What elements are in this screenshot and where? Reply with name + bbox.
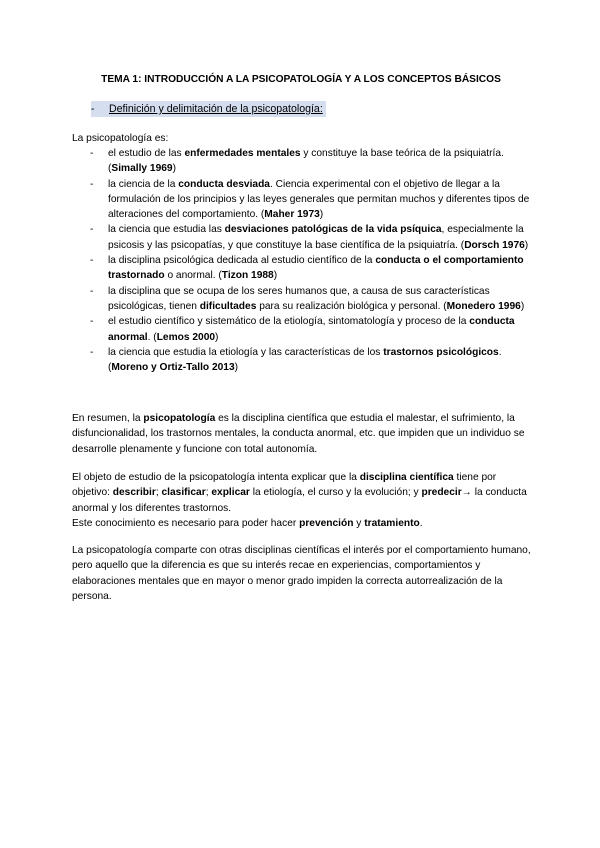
list-item: - el estudio de las enfermedades mentales y constituye la base teórica de la psiquiatría. (Simally 1969) — [72, 146, 532, 177]
object-paragraph: El objeto de estudio de la psicopatología intenta explicar que la disciplina científica tiene por objetivo: describir; clasificar; explicar la etiología, el curso y la evolución; y predecir→ la conducta anormal y los diferentes trastornos. Este conocimiento es necesario para poder hacer prevención y tratamiento. — [72, 472, 527, 529]
list-item: - la ciencia que estudia la etiología y las características de los trastornos psicológicos. (Moreno y Ortiz-Tallo 2013) — [72, 345, 532, 376]
list-item: - la disciplina psicológica dedicada al estudio científico de la conducta o el comportamiento trastornado o anormal. (Tizon 1988) — [72, 253, 532, 284]
list-item: - el estudio científico y sistemático de la etiología, sintomatología y proceso de la conducta anormal. (Lemos 2000) — [72, 314, 532, 345]
closing-paragraph: La psicopatología comparte con otras disciplinas científicas el interés por el comportamiento humano, pero aquello que la diferencia es que su interés recae en experiencias, comportamientos y elaboraciones mentales que en mayor o menor grado impiden la correcta autorrealización de la persona. — [72, 545, 531, 602]
section-heading-text: Definición y delimitación de la psicopatología: — [109, 103, 323, 115]
section-heading — [91, 101, 326, 117]
section-dash: - — [91, 103, 95, 115]
document-title: TEMA 1: INTRODUCCIÓN A LA PSICOPATOLOGÍA Y A LOS CONCEPTOS BÁSICOS — [101, 74, 501, 85]
definitions-list — [72, 146, 532, 375]
list-item: - la ciencia que estudia las desviaciones patológicas de la vida psíquica, especialmente la psicosis y las psicopatías, y que constituye la base científica de la psiquiatría. (Dorsch 1976) — [72, 222, 532, 253]
list-item: - la ciencia de la conducta desviada. Ciencia experimental con el objetivo de llegar a la formulación de los principios y las leyes generales que permitan muchos y diferentes tipos de alteraciones del comportamiento. (Maher 1973) — [72, 177, 532, 223]
list-item: - la disciplina que se ocupa de los seres humanos que, a causa de sus características psicológicas, tienen dificultades para su realización biológica y personal. (Monedero 1996) — [72, 284, 532, 315]
intro-text: La psicopatología es: — [72, 133, 169, 144]
summary-paragraph: En resumen, la psicopatología es la disciplina científica que estudia el malestar, el sufrimiento, la disfuncionalidad, los trastornos mentales, la conducta anormal, etc. que impiden que un individuo se desarrolle plenamente y funcione con total autonomía. — [72, 413, 525, 455]
